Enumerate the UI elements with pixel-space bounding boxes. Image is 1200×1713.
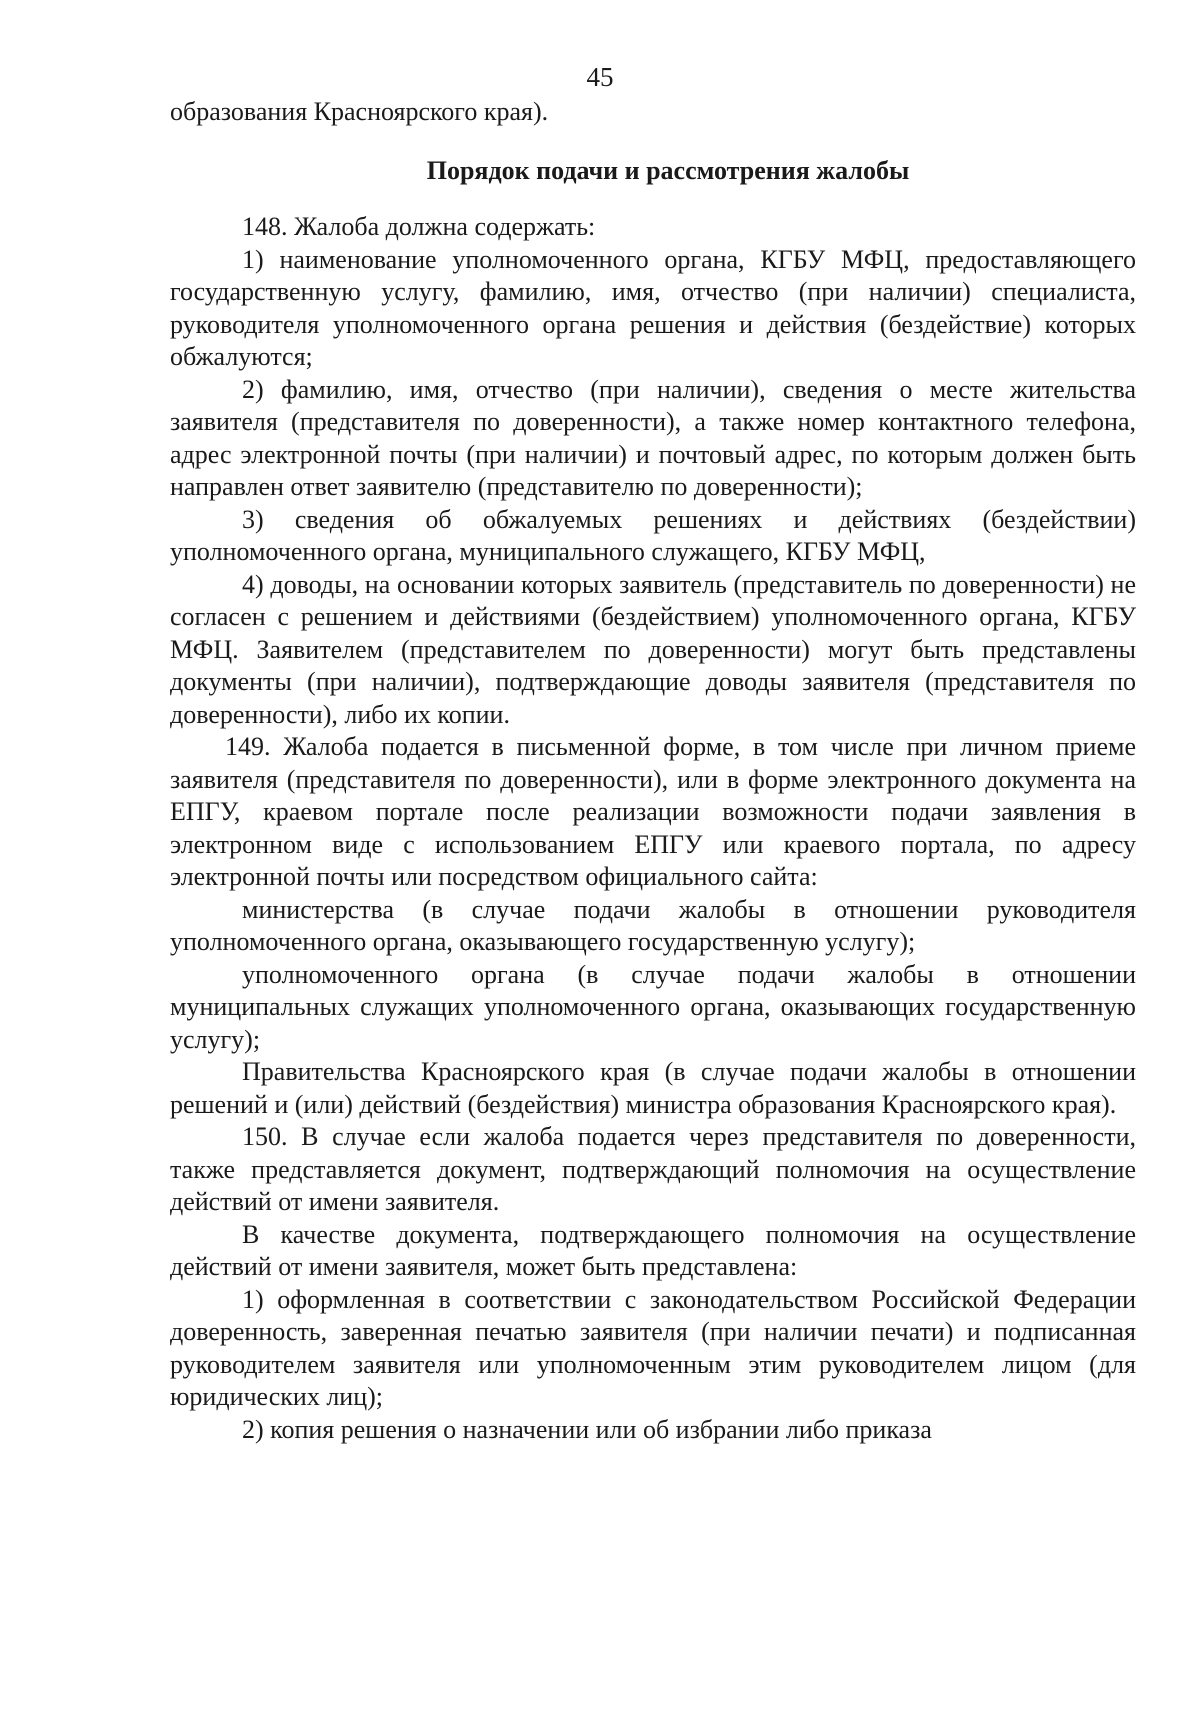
paragraph-148-item-3: 3) сведения об обжалуемых решениях и действиях (бездействии) уполномоченного органа, муниципального служащего, КГБУ МФЦ, — [170, 504, 1136, 566]
paragraph-150-document: В качестве документа, подтверждающего полномочия на осуществление действий от имени заявителя, может быть представлена: — [170, 1219, 1136, 1281]
paragraph-149-item-government: Правительства Красноярского края (в случае подачи жалобы в отношении решений и (или) действий (бездействия) министра образования Красноярского края). — [170, 1057, 1136, 1119]
paragraph-148-item-4: 4) доводы, на основании которых заявитель (представитель по доверенности) не согласен с решением и действиями (бездействием) уполномоченного органа, КГБУ МФЦ. Заявителем (представителем по доверенности) могут быть представлены документы (при наличии), подтверждающие доводы заявителя (представителя по доверенности), либо их копии. — [170, 569, 1136, 729]
page-number: 45 — [586, 62, 614, 92]
paragraph-148: 148. Жалоба должна содержать: — [242, 212, 596, 241]
paragraph-148-item-2: 2) фамилию, имя, отчество (при наличии), сведения о месте жительства заявителя (представителя по доверенности), а также номер контактного телефона, адрес электронной почты (при наличии) и почтовый адрес, по которым должен быть направлен ответ заявителю (представителю по доверенности); — [170, 374, 1136, 501]
paragraph-148-item-1: 1) наименование уполномоченного органа, КГБУ МФЦ, предоставляющего государственную услугу, фамилию, имя, отчество (при наличии) специалиста, руководителя уполномоченного органа решения и действия (бездействие) которых обжалуются; — [170, 244, 1136, 371]
paragraph-149-item-authority: уполномоченного органа (в случае подачи жалобы в отношении муниципальных служащих уполномоченного органа, оказывающих государственную услугу); — [170, 959, 1136, 1054]
paragraph-150-item-1: 1) оформленная в соответствии с законодательством Российской Федерации доверенность, заверенная печатью заявителя (при наличии печати) и подписанная руководителем заявителя или уполномоченным этим руководителем лицом (для юридических лиц); — [170, 1284, 1136, 1411]
paragraph-149: 149. Жалоба подается в письменной форме, в том числе при личном приеме заявителя (представителя по доверенности), или в форме электронного документа на ЕПГУ, краевом портале после реализации возможности подачи заявления в электронном виде с использованием ЕПГУ или краевого портала, по адресу электронной почты или посредством официального сайта: — [170, 732, 1136, 891]
document-body — [170, 96, 1136, 1446]
section-title: Порядок подачи и рассмотрения жалобы — [426, 155, 910, 185]
paragraph-150: 150. В случае если жалоба подается через представителя по доверенности, также представляется документ, подтверждающий полномочия на осуществление действий от имени заявителя. — [170, 1122, 1136, 1216]
continuation-text: образования Красноярского края). — [170, 97, 549, 126]
paragraph-149-item-ministry: министерства (в случае подачи жалобы в отношении руководителя уполномоченного органа, оказывающего государственную услугу); — [170, 894, 1136, 956]
paragraph-150-item-2: 2) копия решения о назначении или об избрании либо приказа — [242, 1414, 932, 1444]
